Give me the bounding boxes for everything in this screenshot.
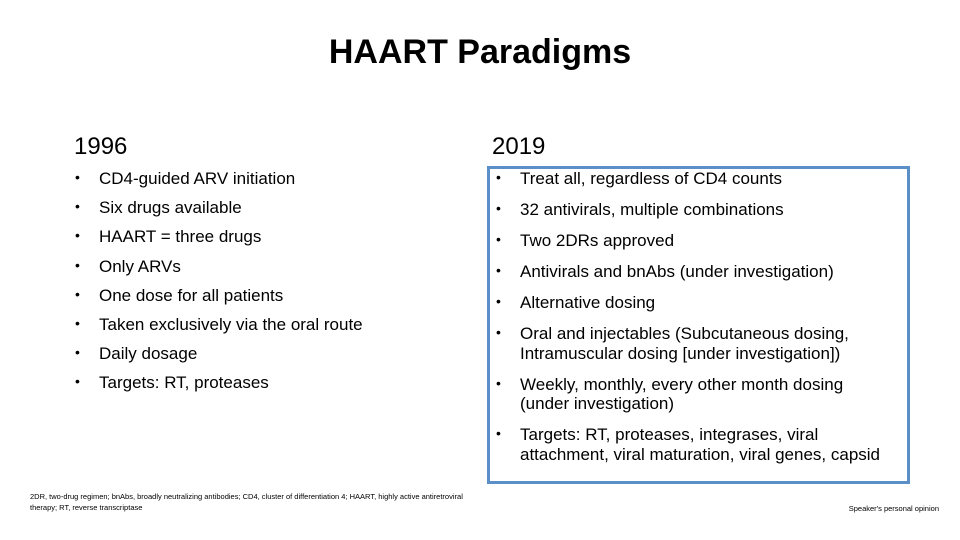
list-item-text: Two 2DRs approved — [520, 231, 675, 251]
list-item-text: HAART = three drugs — [99, 227, 262, 247]
bullet-icon: • — [496, 374, 501, 391]
list-item — [73, 198, 453, 227]
list-item — [73, 286, 453, 315]
list-item-text: Oral and injectables (Subcutaneous dosing, Intramuscular dosing [under investigation]) — [520, 324, 849, 363]
list-item — [73, 227, 453, 256]
bullet-icon: • — [75, 285, 80, 302]
bullet-icon: • — [75, 227, 80, 244]
list-item-text: Weekly, monthly, every other month dosing (under investigation) — [520, 374, 844, 414]
list-item-text: 32 antivirals, multiple combinations — [520, 200, 784, 220]
list-item-text: CD4-guided ARV initiation — [99, 169, 296, 188]
list-item-text: Daily dosage — [99, 344, 198, 364]
bullet-list-2019 — [494, 169, 894, 465]
bullet-icon: • — [496, 200, 501, 217]
bullet-icon: • — [75, 198, 80, 215]
list-item — [73, 373, 453, 402]
speaker-note: Speaker's personal opinion — [848, 504, 939, 513]
bullet-icon: • — [75, 344, 80, 361]
list-item-text: One dose for all patients — [99, 285, 284, 305]
bullet-icon: • — [75, 314, 80, 331]
list-item — [494, 425, 894, 464]
column-heading-2019: 2019 — [492, 133, 546, 160]
list-item — [73, 169, 453, 198]
list-item-text: Treat all, regardless of CD4 counts — [520, 169, 783, 188]
list-item — [73, 257, 453, 286]
list-item — [494, 324, 894, 363]
list-item — [73, 315, 453, 344]
bullet-icon: • — [75, 169, 80, 185]
list-item-text: Alternative dosing — [520, 293, 656, 313]
list-item — [494, 262, 894, 282]
bullet-icon: • — [496, 324, 501, 341]
list-item-text: Targets: RT, proteases, integrases, viral attachment, viral maturation, viral genes, capsid — [520, 425, 881, 464]
bullet-icon: • — [496, 169, 501, 185]
list-item — [494, 231, 894, 251]
list-item — [494, 375, 894, 414]
list-item — [494, 169, 894, 189]
bullet-icon: • — [75, 256, 80, 273]
list-item-text: Six drugs available — [99, 198, 242, 218]
bullet-icon: • — [75, 373, 80, 390]
bullet-icon: • — [496, 425, 501, 442]
bullet-list-1996 — [73, 169, 453, 403]
list-item — [494, 293, 894, 313]
bullet-icon: • — [496, 293, 501, 310]
list-item — [73, 344, 453, 373]
list-item — [494, 200, 894, 220]
bullet-icon: • — [496, 231, 501, 248]
list-item-text: Antivirals and bnAbs (under investigation) — [520, 262, 834, 282]
footnote: 2DR, two-drug regimen; bnAbs, broadly neutralizing antibodies; CD4, cluster of differentiation 4; HAART, highly active antiretroviral therapy; RT, reverse transcriptase — [30, 492, 463, 512]
bullet-icon: • — [496, 262, 501, 279]
list-item-text: Taken exclusively via the oral route — [99, 314, 363, 334]
slide-title: HAART Paradigms — [328, 33, 632, 71]
column-heading-1996: 1996 — [74, 133, 128, 160]
list-item-text: Only ARVs — [99, 256, 181, 276]
list-item-text: Targets: RT, proteases — [99, 373, 269, 393]
